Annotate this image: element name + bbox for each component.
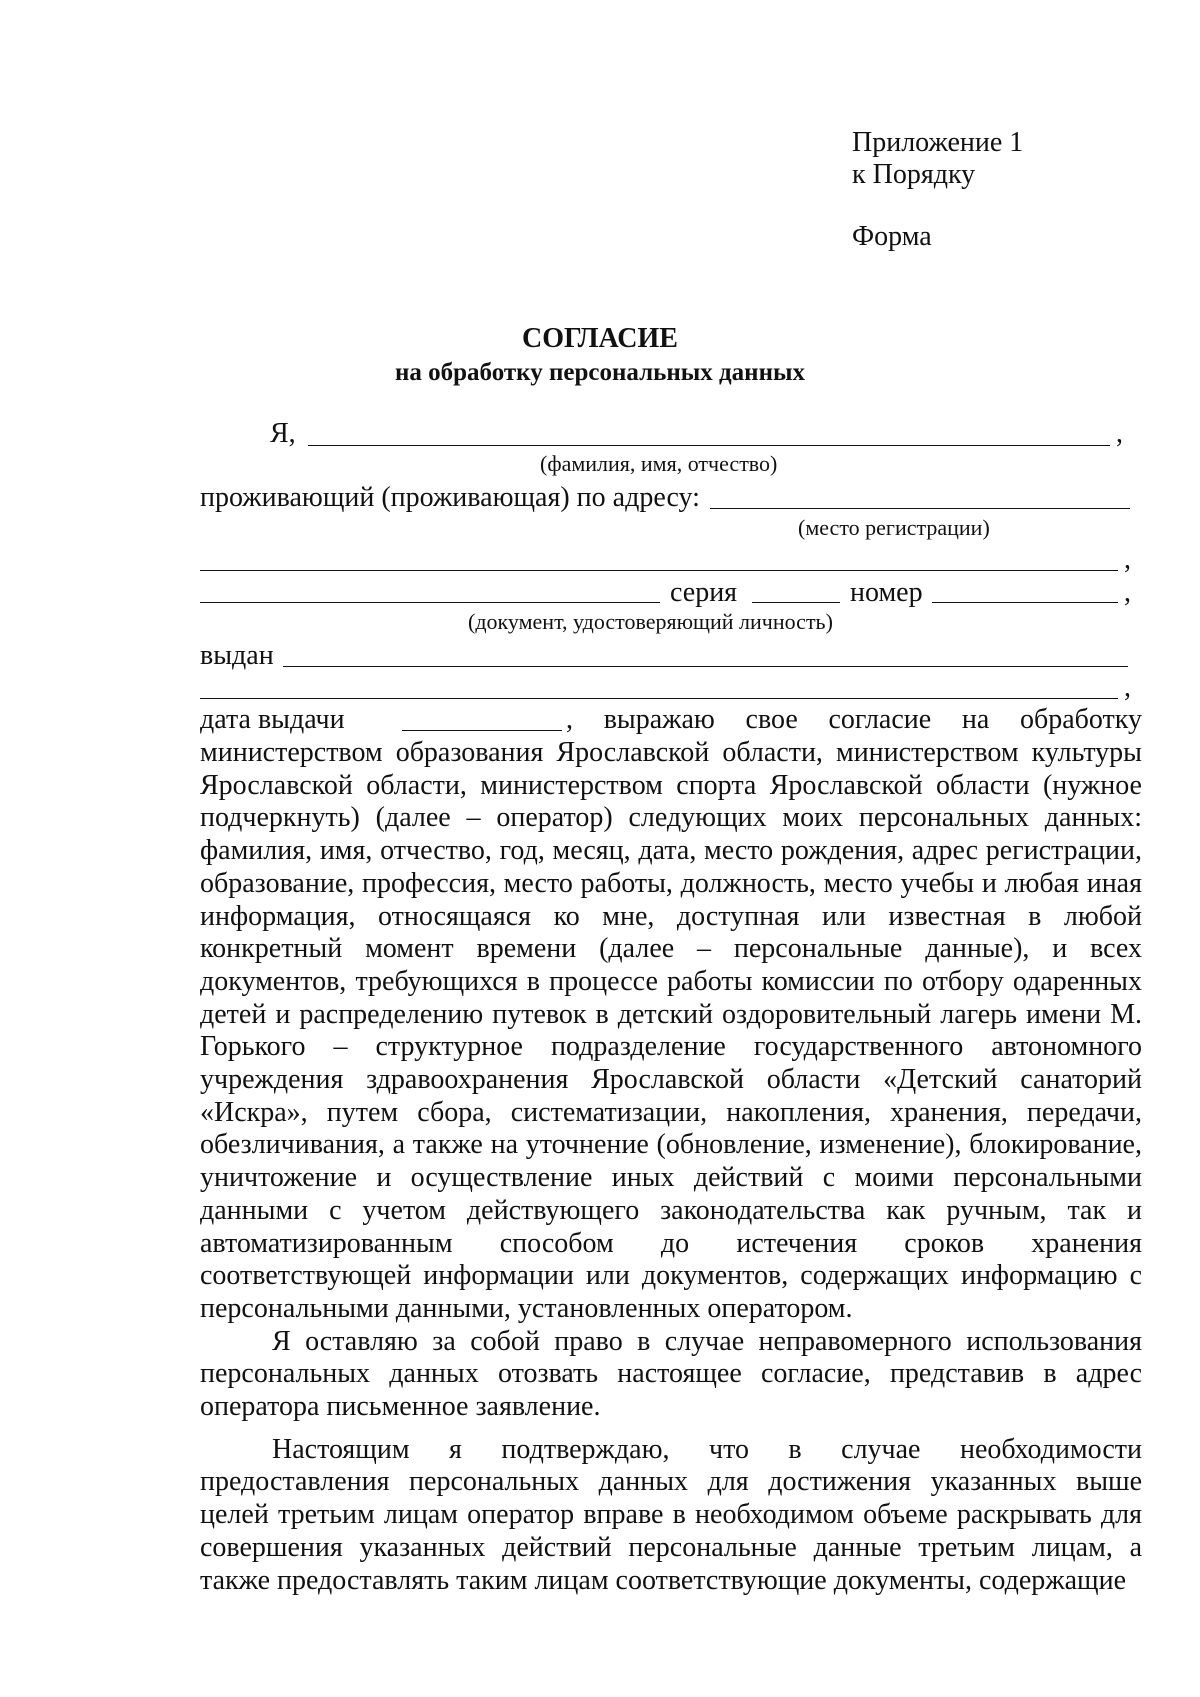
consent-paragraph-3: Настоящим я подтверждаю, что в случае необходимости предоставления персональных данных для достижения указанных выше целей третьим лицам оператор вправе в необходимом объеме раскрывать для совершения указанных действий персональные данные третьим лицам, а также предоставлять таким лицам соответствующие документы, содержащие	[200, 1433, 1142, 1596]
document-caption: (документ, удостоверяющий личность)	[468, 609, 833, 634]
fio-comma: ,	[1116, 418, 1123, 449]
address-comma: ,	[1124, 544, 1131, 575]
fio-caption: (фамилия, имя, отчество)	[540, 451, 778, 476]
issue-date-field[interactable]	[402, 730, 562, 731]
fio-field[interactable]	[308, 445, 1110, 446]
appendix-header	[852, 127, 1152, 253]
document-title	[0, 322, 1200, 390]
number-comma: ,	[1124, 577, 1131, 608]
title-subtitle: на обработку персональных данных	[395, 359, 805, 386]
issued-by-field[interactable]	[283, 666, 1128, 667]
consent-paragraph-1: министерством образования Ярославской области, министерством культуры Ярославской области, министерством спорта Ярославской области (нужное подчеркнуть) (далее – оператор) следующих моих персональных данных: фамилия, имя, отчество, год, месяц, дата, место рождения, адрес регистрации, образование, профессия, место работы, должность, место учебы и любая иная информация, относящаяся ко мне, доступная или известная в любой конкретный момент времени (далее – персональные данные), и всех документов, требующихся в процессе работы комиссии по отбору одаренных детей и распределению путевок в детский оздоровительный лагерь имени М. Горького – структурное подразделение государственного автономного учреждения здравоохранения Ярославской области «Детский санаторий «Искра», путем сбора, систематизации, накопления, хранения, передачи, обезличивания, а также на уточнение (обновление, изменение), блокирование, уничтожение и осуществление иных действий с моими персональными данными с учетом действующего законодательства как ручным, так и автоматизированным способом до истечения сроков хранения соответствующей информации или документов, содержащих информацию с персональными данными, установленных оператором.	[200, 737, 1142, 1324]
appendix-reference: к Порядку	[852, 159, 976, 190]
document-field[interactable]	[200, 602, 660, 603]
issue-date-label: дата выдачи	[200, 704, 345, 735]
address-caption: (место регистрации)	[798, 515, 990, 540]
issued-label: выдан	[200, 640, 274, 671]
appendix-number: Приложение 1	[852, 127, 1024, 158]
issued-by-field-continued[interactable]	[200, 698, 1118, 699]
series-label: серия	[670, 577, 738, 608]
number-label: номер	[850, 577, 923, 608]
address-field-continued[interactable]	[200, 570, 1118, 571]
series-field[interactable]	[752, 602, 840, 603]
address-label: проживающий (проживающая) по адресу:	[200, 482, 700, 513]
address-field[interactable]	[710, 508, 1130, 509]
issued-comma: ,	[1124, 672, 1131, 703]
form-label: Форма	[852, 221, 932, 252]
ya-label: Я,	[270, 418, 296, 449]
consent-intro: , выражаю свое согласие на обработку	[566, 704, 1142, 735]
number-field[interactable]	[932, 602, 1118, 603]
consent-body	[200, 737, 1142, 1597]
consent-paragraph-2: Я оставляю за собой право в случае неправомерного использования персональных данных отозвать настоящее согласие, представив в адрес оператора письменное заявление.	[200, 1325, 1142, 1423]
title-main: СОГЛАСИЕ	[522, 323, 678, 354]
